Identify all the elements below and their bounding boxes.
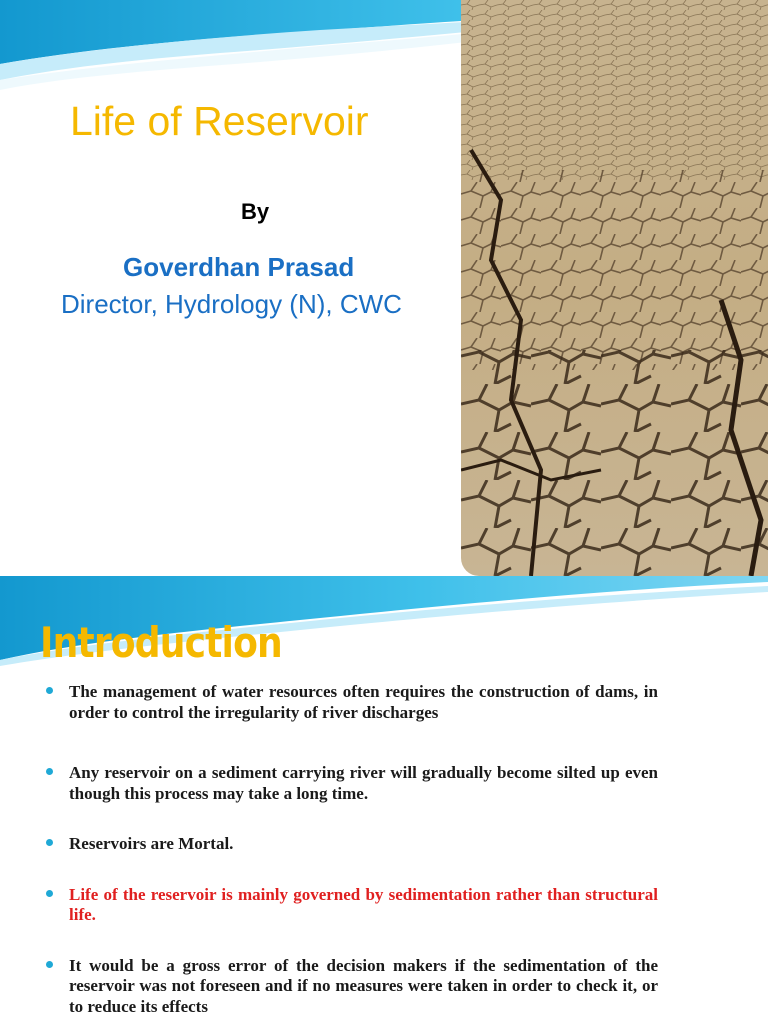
slide-title: Life of Reservoir	[70, 98, 369, 144]
bullet-icon	[46, 839, 53, 846]
introduction-slide	[0, 576, 768, 1024]
list-item: Any reservoir on a sediment carrying river will gradually become silted up even though this process may take a long time.	[46, 763, 658, 804]
list-item: The management of water resources often requires the construction of dams, in order to control the irregularity of river discharges	[46, 682, 658, 723]
author-name: Goverdhan Prasad	[123, 252, 355, 282]
list-item: It would be a gross error of the decision makers if the sedimentation of the reservoir was not foreseen and if no measures were taken in order to check it, or to reduce its effects	[46, 956, 658, 1018]
bullet-icon	[46, 890, 53, 897]
bullet-icon	[46, 687, 53, 694]
list-item: Life of the reservoir is mainly governed by sedimentation rather than structural life.	[46, 885, 658, 926]
bullet-list	[46, 682, 658, 1017]
list-item: Reservoirs are Mortal.	[46, 834, 658, 855]
cracked-earth-image	[461, 0, 768, 576]
bullet-icon	[46, 961, 53, 968]
slide-title: Introduction	[40, 618, 282, 667]
author-role: Director, Hydrology (N), CWC	[61, 289, 402, 319]
bullet-icon	[46, 768, 53, 775]
cracked-dry-earth-photo	[461, 0, 768, 576]
by-label: By	[241, 199, 270, 224]
